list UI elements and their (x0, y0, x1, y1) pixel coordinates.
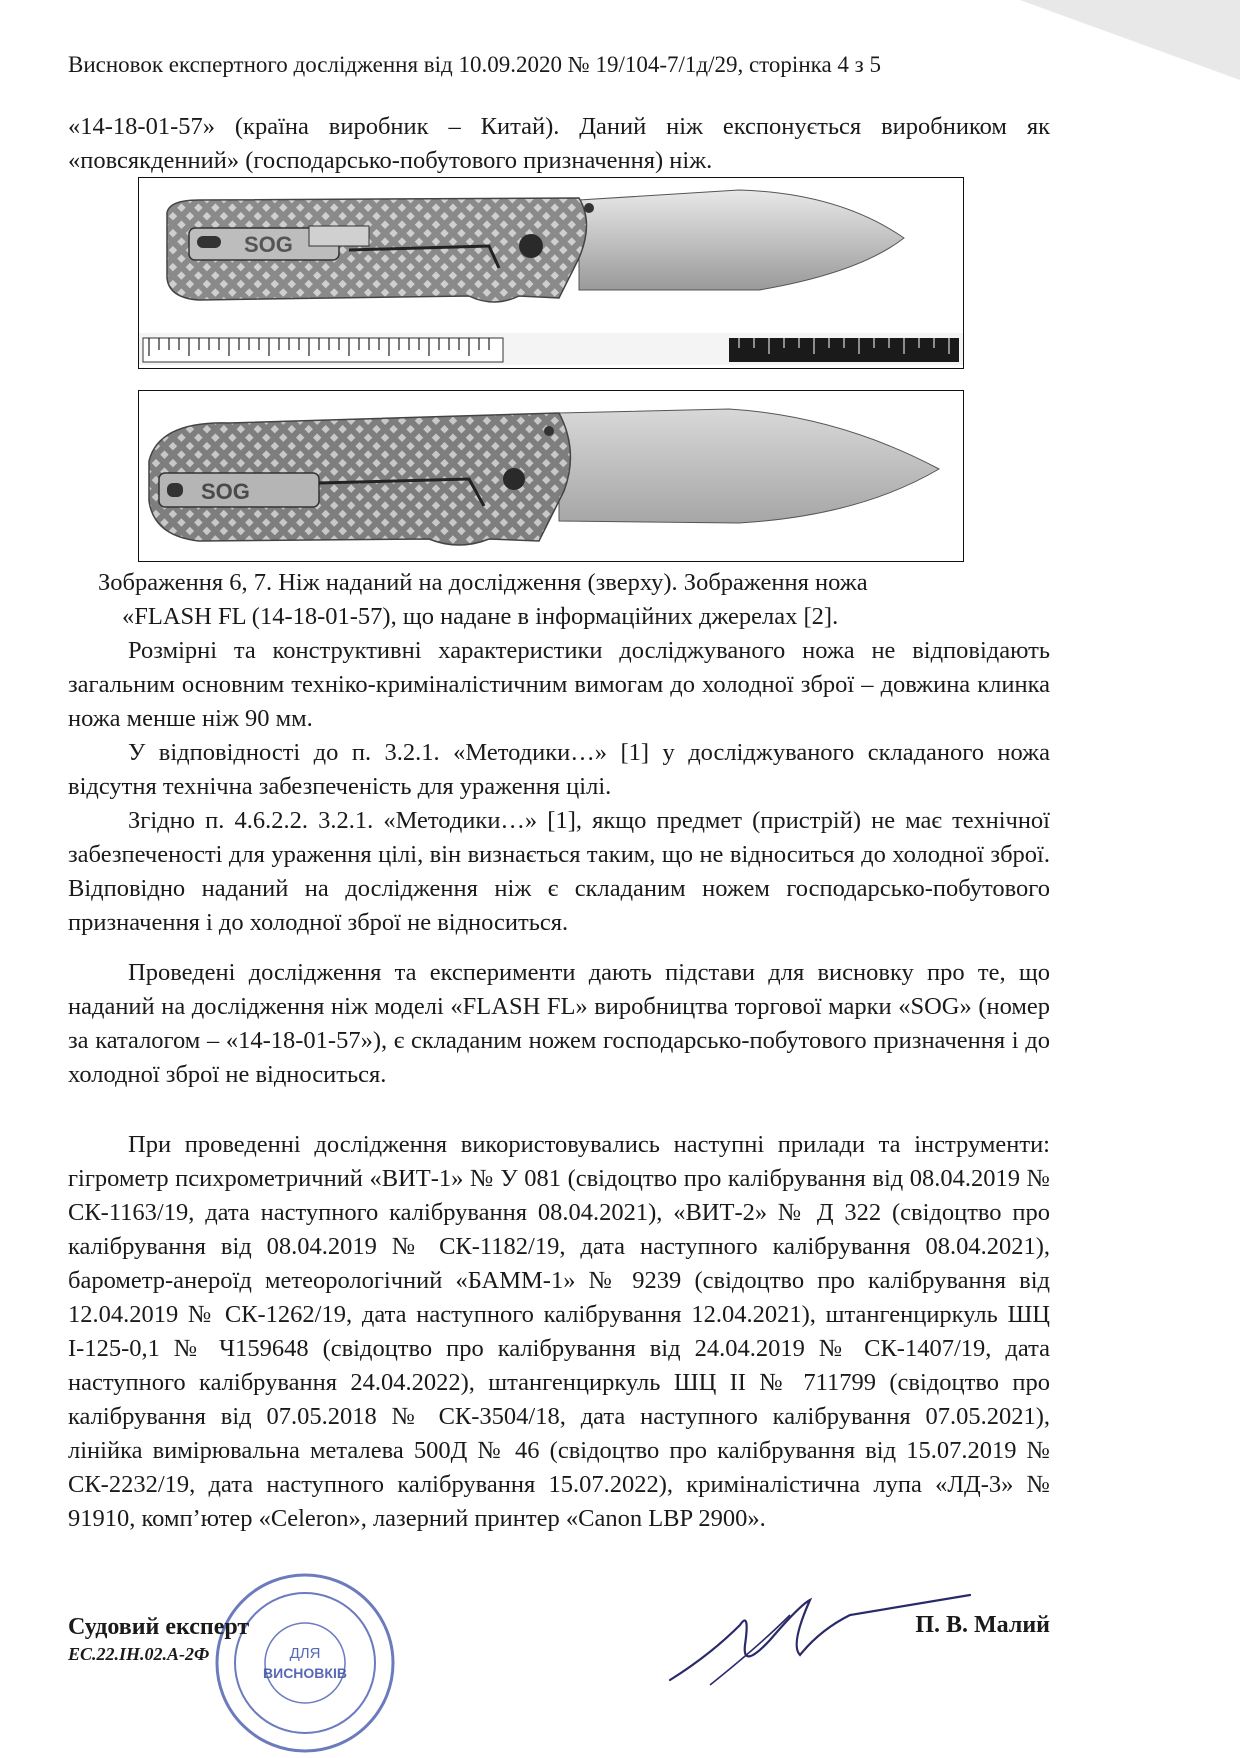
knife-photo-examined (139, 178, 963, 368)
signature-block-left (68, 1612, 249, 1666)
knife-photo-reference (139, 391, 963, 561)
figure-caption (68, 566, 1050, 634)
paragraph-conclusion: Проведені дослідження та експерименти дають підстави для висновку про те, що наданий на дослідження ніж моделі «FLASH FL» виробництва торгової марки «SOG» (номер за каталогом – «14-18-01-57»), є складаним ножем господарсько-побутового призначення і до холодної зброї не відноситься. (68, 959, 1050, 1088)
handwritten-signature (650, 1585, 990, 1695)
paragraph-instruments: При проведенні дослідження використовувались наступні прилади та інструменти: гігрометр психрометричний «ВИТ-1» № У 081 (свідоцтво про калібрування від 08.04.2019 № СК-1163/19, дата наступного калібрування 08.04.2021), «ВИТ-2» № Д 322 (свідоцтво про калібрування від 08.04.2019 № СК-1182/19, дата наступного калібрування 08.04.2021), барометр-анероїд метеорологічний «БАММ-1» № 9239 (свідоцтво про калібрування від 12.04.2019 № СК-1262/19, дата наступного калібрування 12.04.2021), штангенциркуль ШЦ І-125-0,1 № Ч159648 (свідоцтво про калібрування від 24.04.2019 № СК-1407/19, дата наступного калібрування 24.04.2022), штангенциркуль ШЦ ІІ № 711799 (свідоцтво про калібрування від 07.05.2018 № СК-3504/18, дата наступного калібрування 07.05.2021), лінійка вимірювальна металева 500Д № 46 (свідоцтво про калібрування від 15.07.2019 № СК-2232/19, дата наступного калібрування 15.07.2022), криміналістична лупа «ЛД-3» № 91910, комп’ютер «Celeron», лазерний принтер «Canon LBP 2900». (68, 1131, 1050, 1532)
paragraph-methodology: У відповідності до п. 3.2.1. «Методики…» [1] у досліджуваного складаного ножа відсутня технічна забезпеченість для ураження цілі. (68, 739, 1050, 800)
caption-line-2: «FLASH FL (14-18-01-57), що надане в інформаційних джерелах [2]. (122, 603, 839, 630)
expert-title: Судовий експерт (68, 1614, 250, 1640)
expert-name: П. В. Малий (915, 1612, 1050, 1638)
intro-paragraph: «14-18-01-57» (країна виробник – Китай). Даний ніж експонується виробником як «повсякденний» (господарсько-побутового призначення) ніж. (68, 113, 1050, 174)
paragraph-technical-means: Згідно п. 4.6.2.2. 3.2.1. «Методики…» [1], якщо предмет (пристрій) не має технічної забезпеченості для ураження цілі, він визнається таким, що не відноситься до холодної зброї. Відповідно наданий на дослідження ніж є складаним ножем господарсько-побутового призначення і до холодної зброї не відноситься. (68, 807, 1050, 936)
stamp-text-line-2: ВИСНОВКІВ (263, 1665, 347, 1681)
clip-logo-text-reference: SOG (201, 479, 250, 504)
caption-line-1: Зображення 6, 7. Ніж наданий на дослідження (зверху). Зображення ножа (98, 569, 868, 596)
paragraph-dimensions: Розмірні та конструктивні характеристики досліджуваного ножа не відповідають загальним основним техніко-криміналістичним вимогам до холодної зброї – довжина клинка ножа менше ніж 90 мм. (68, 637, 1050, 732)
page-header: Висновок експертного дослідження від 10.09.2020 № 19/104-7/1д/29, сторінка 4 з 5 (68, 52, 881, 77)
expert-code: ЕС.22.ІН.02.А-2Ф (68, 1644, 210, 1664)
clip-logo-text: SOG (244, 232, 293, 257)
stamp-text-line-1: ДЛЯ (289, 1645, 321, 1662)
figure-knife-reference (138, 390, 964, 562)
figure-knife-examined (138, 177, 964, 369)
